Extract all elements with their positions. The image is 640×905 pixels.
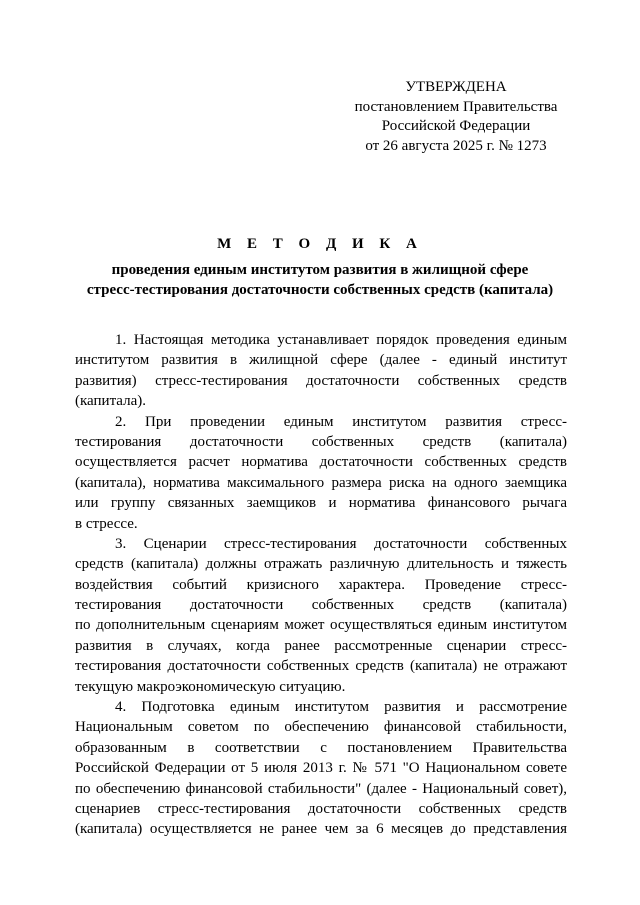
paragraph-3 [75, 534, 567, 697]
paragraph-line: Национальным советом по обеспечению финансовой стабильности, [75, 719, 567, 736]
paragraph-4 [75, 697, 567, 840]
paragraph-line: сценариев стресс-тестирования достаточности собственных средств [75, 800, 567, 817]
paragraph-line: развития) стресс-тестирования достаточности собственных средств [75, 372, 567, 389]
paragraph-line: по дополнительным сценариям может осуществляться единым институтом [75, 617, 567, 634]
document-body [75, 330, 567, 840]
paragraph-line: текущую макроэкономическую ситуацию. [75, 678, 346, 695]
paragraph-line: (капитала), норматива максимального размера риска на одного заемщика [75, 474, 567, 491]
paragraph-2 [75, 412, 567, 534]
paragraph-1 [75, 330, 567, 412]
paragraph-line: тестирования достаточности собственных средств (капитала) [75, 597, 567, 614]
paragraph-line: в стрессе. [75, 515, 138, 532]
subtitle-line: проведения единым институтом развития в жилищной сфере [111, 262, 529, 278]
paragraph-line: тестирования достаточности собственных средств (капитала) [75, 433, 567, 450]
paragraph-line: 3. Сценарии стресс-тестирования достаточности собственных [115, 535, 567, 552]
paragraph-line: осуществляется расчет норматива достаточности собственных средств [75, 454, 567, 471]
subtitle-line: стресс-тестирования достаточности собственных средств (капитала) [86, 281, 554, 298]
paragraph-line: 1. Настоящая методика устанавливает порядок проведения единым [115, 332, 567, 348]
approval-line: Российской Федерации [381, 118, 531, 134]
paragraph-line: или группу связанных заемщиков и норматива финансового рычага [75, 495, 567, 512]
paragraph-line: тестирования достаточности собственных средств (капитала) не отражают [75, 658, 567, 675]
paragraph-line: Российской Федерации от 5 июля 2013 г. № 571 "О Национальном совете [75, 760, 567, 777]
approval-block [336, 78, 576, 156]
paragraph-line: 2. При проведении единым институтом развития стресс- [115, 413, 567, 430]
approval-heading: УТВЕРЖДЕНА [405, 79, 507, 95]
paragraph-line: развития в случаях, когда ранее рассмотренные сценарии стресс- [75, 637, 567, 654]
document-title: М Е Т О Д И К А [217, 236, 423, 252]
approval-date-number: от 26 августа 2025 г. № 1273 [365, 137, 547, 154]
paragraph-line: 4. Подготовка единым институтом развития и рассмотрение [115, 699, 567, 716]
document-subtitle [60, 261, 580, 300]
paragraph-line: (капитала) осуществляется не ранее чем за 6 месяцев до представления [75, 821, 567, 838]
paragraph-line: по обеспечению финансовой стабильности" (далее - Национальный совет), [75, 780, 567, 797]
paragraph-line: (капитала). [75, 393, 146, 410]
paragraph-line: средств (капитала) должны отражать различную длительность и тяжесть [75, 556, 567, 573]
paragraph-line: институтом развития в жилищной сфере (далее - единый институт [75, 352, 567, 369]
paragraph-line: образованным в соответствии с постановлением Правительства [75, 739, 567, 756]
approval-line: постановлением Правительства [354, 98, 558, 115]
paragraph-line: воздействия событий кризисного характера. Проведение стресс- [75, 576, 567, 593]
